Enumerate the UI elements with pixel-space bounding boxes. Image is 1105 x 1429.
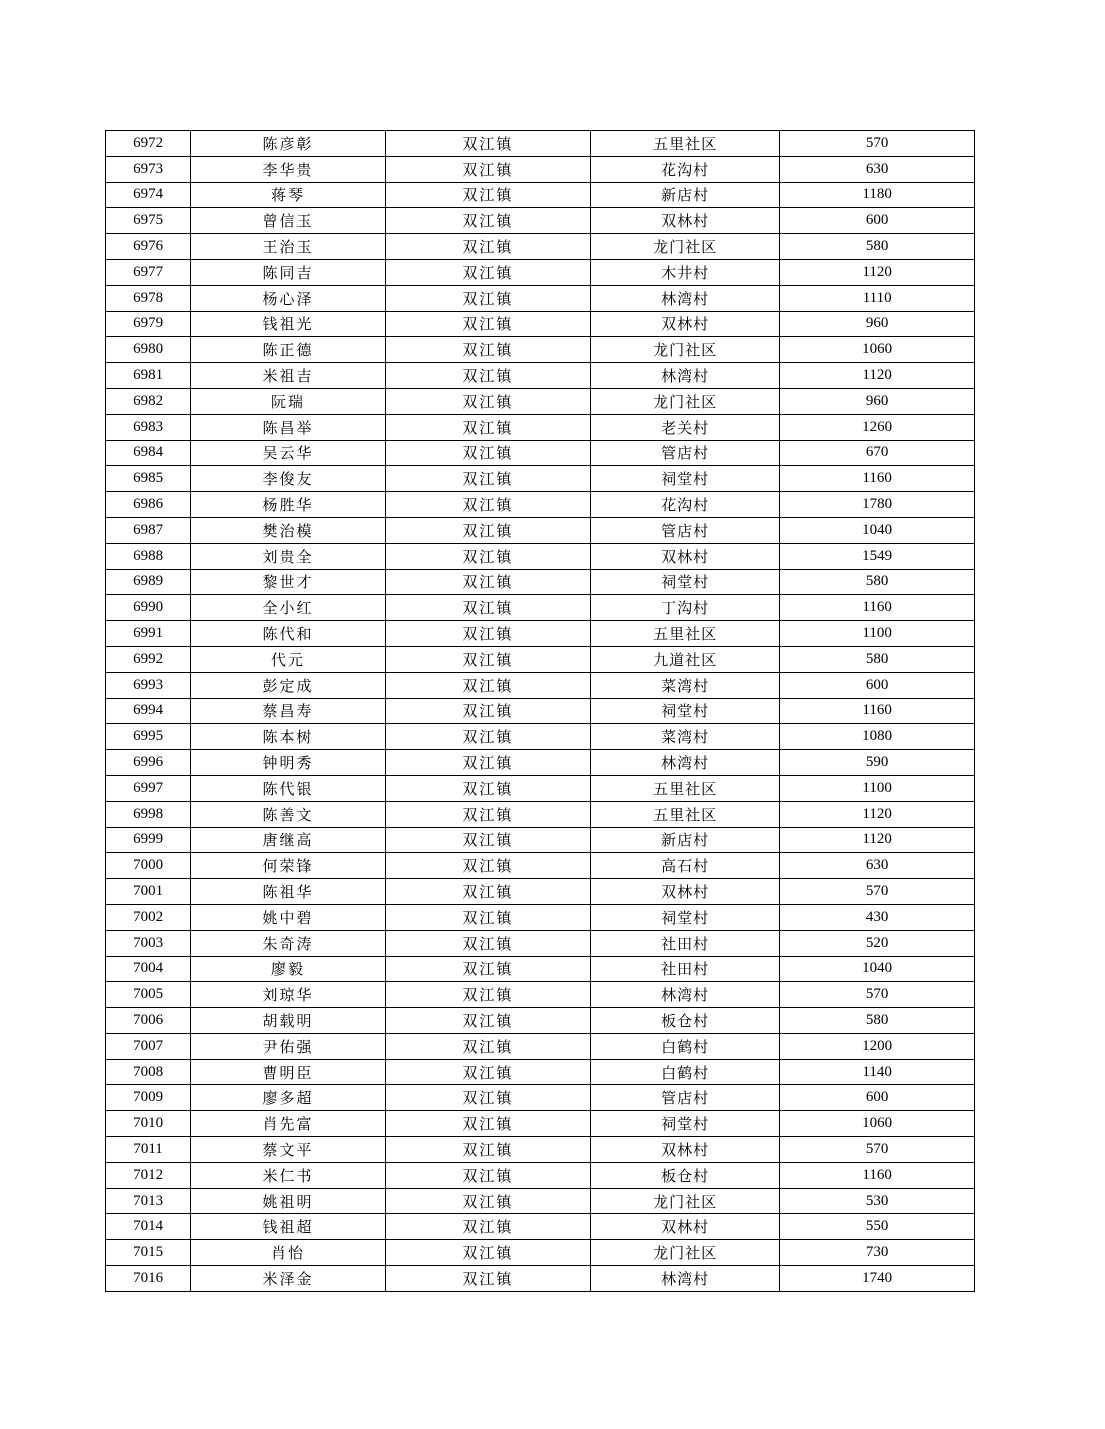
cell-id: 7006 — [106, 1008, 191, 1034]
table-row — [106, 1008, 975, 1034]
cell-name: 钱祖光 — [191, 311, 386, 337]
cell-village: 板仓村 — [590, 1008, 779, 1034]
cell-id: 6992 — [106, 646, 191, 672]
cell-amount: 580 — [780, 1008, 975, 1034]
cell-town: 双江镇 — [385, 1240, 590, 1266]
cell-town: 双江镇 — [385, 466, 590, 492]
cell-name: 陈昌举 — [191, 414, 386, 440]
cell-village: 五里社区 — [590, 131, 779, 157]
cell-village: 高石村 — [590, 853, 779, 879]
table-row — [106, 414, 975, 440]
cell-village: 祠堂村 — [590, 466, 779, 492]
cell-town: 双江镇 — [385, 1059, 590, 1085]
cell-town: 双江镇 — [385, 440, 590, 466]
table-row — [106, 724, 975, 750]
cell-amount: 1040 — [780, 956, 975, 982]
cell-name: 刘琼华 — [191, 982, 386, 1008]
cell-id: 6980 — [106, 337, 191, 363]
table-row — [106, 672, 975, 698]
cell-name: 米泽金 — [191, 1266, 386, 1292]
table-row — [106, 595, 975, 621]
cell-amount: 1060 — [780, 337, 975, 363]
cell-id: 6990 — [106, 595, 191, 621]
table-row — [106, 775, 975, 801]
cell-id: 7003 — [106, 930, 191, 956]
cell-id: 6988 — [106, 543, 191, 569]
table-row — [106, 259, 975, 285]
cell-village: 双林村 — [590, 311, 779, 337]
cell-name: 曾信玉 — [191, 208, 386, 234]
cell-name: 李俊友 — [191, 466, 386, 492]
cell-amount: 1780 — [780, 492, 975, 518]
cell-town: 双江镇 — [385, 724, 590, 750]
cell-village: 祠堂村 — [590, 698, 779, 724]
table-row — [106, 1137, 975, 1163]
cell-amount: 1740 — [780, 1266, 975, 1292]
cell-amount: 670 — [780, 440, 975, 466]
cell-town: 双江镇 — [385, 982, 590, 1008]
cell-village: 林湾村 — [590, 982, 779, 1008]
cell-town: 双江镇 — [385, 827, 590, 853]
table-row — [106, 1162, 975, 1188]
cell-id: 7015 — [106, 1240, 191, 1266]
cell-name: 何荣锋 — [191, 853, 386, 879]
table-row — [106, 1085, 975, 1111]
cell-town: 双江镇 — [385, 543, 590, 569]
cell-amount: 1140 — [780, 1059, 975, 1085]
cell-town: 双江镇 — [385, 285, 590, 311]
cell-id: 7012 — [106, 1162, 191, 1188]
cell-village: 五里社区 — [590, 775, 779, 801]
cell-name: 陈代和 — [191, 621, 386, 647]
cell-name: 彭定成 — [191, 672, 386, 698]
cell-village: 花沟村 — [590, 492, 779, 518]
cell-village: 老关村 — [590, 414, 779, 440]
table-row — [106, 466, 975, 492]
cell-id: 6991 — [106, 621, 191, 647]
table-row — [106, 1240, 975, 1266]
cell-village: 祠堂村 — [590, 904, 779, 930]
cell-name: 钱祖超 — [191, 1214, 386, 1240]
cell-town: 双江镇 — [385, 517, 590, 543]
table-row — [106, 1059, 975, 1085]
cell-name: 陈正德 — [191, 337, 386, 363]
cell-town: 双江镇 — [385, 672, 590, 698]
cell-amount: 530 — [780, 1188, 975, 1214]
cell-village: 新店村 — [590, 827, 779, 853]
cell-name: 朱奇涛 — [191, 930, 386, 956]
table-row — [106, 388, 975, 414]
cell-name: 吴云华 — [191, 440, 386, 466]
cell-town: 双江镇 — [385, 182, 590, 208]
cell-village: 白鹤村 — [590, 1059, 779, 1085]
cell-name: 陈善文 — [191, 801, 386, 827]
cell-name: 陈代银 — [191, 775, 386, 801]
table-row — [106, 1266, 975, 1292]
cell-amount: 1549 — [780, 543, 975, 569]
table-row — [106, 827, 975, 853]
cell-id: 6993 — [106, 672, 191, 698]
records-table — [105, 130, 975, 1292]
cell-id: 6998 — [106, 801, 191, 827]
cell-amount: 570 — [780, 879, 975, 905]
cell-id: 6987 — [106, 517, 191, 543]
cell-id: 7016 — [106, 1266, 191, 1292]
cell-amount: 730 — [780, 1240, 975, 1266]
table-row — [106, 337, 975, 363]
cell-village: 白鹤村 — [590, 1033, 779, 1059]
cell-town: 双江镇 — [385, 414, 590, 440]
cell-amount: 570 — [780, 131, 975, 157]
cell-amount: 570 — [780, 982, 975, 1008]
cell-amount: 600 — [780, 672, 975, 698]
table-row — [106, 646, 975, 672]
cell-name: 阮瑞 — [191, 388, 386, 414]
cell-amount: 520 — [780, 930, 975, 956]
table-row — [106, 569, 975, 595]
cell-amount: 580 — [780, 646, 975, 672]
cell-village: 菜湾村 — [590, 724, 779, 750]
cell-town: 双江镇 — [385, 131, 590, 157]
cell-town: 双江镇 — [385, 1111, 590, 1137]
cell-town: 双江镇 — [385, 595, 590, 621]
cell-town: 双江镇 — [385, 311, 590, 337]
cell-id: 6984 — [106, 440, 191, 466]
cell-name: 廖多超 — [191, 1085, 386, 1111]
cell-town: 双江镇 — [385, 388, 590, 414]
cell-name: 蔡昌寿 — [191, 698, 386, 724]
cell-name: 陈同吉 — [191, 259, 386, 285]
table-row — [106, 131, 975, 157]
cell-town: 双江镇 — [385, 879, 590, 905]
cell-town: 双江镇 — [385, 1033, 590, 1059]
cell-village: 社田村 — [590, 930, 779, 956]
cell-amount: 1260 — [780, 414, 975, 440]
cell-town: 双江镇 — [385, 363, 590, 389]
cell-amount: 1160 — [780, 698, 975, 724]
table-row — [106, 801, 975, 827]
cell-village: 祠堂村 — [590, 1111, 779, 1137]
cell-name: 胡载明 — [191, 1008, 386, 1034]
cell-amount: 1100 — [780, 621, 975, 647]
cell-id: 7009 — [106, 1085, 191, 1111]
cell-name: 杨胜华 — [191, 492, 386, 518]
cell-amount: 600 — [780, 1085, 975, 1111]
cell-village: 花沟村 — [590, 156, 779, 182]
cell-village: 丁沟村 — [590, 595, 779, 621]
cell-amount: 550 — [780, 1214, 975, 1240]
cell-town: 双江镇 — [385, 259, 590, 285]
table-row — [106, 853, 975, 879]
cell-village: 林湾村 — [590, 1266, 779, 1292]
table-row — [106, 285, 975, 311]
cell-town: 双江镇 — [385, 1266, 590, 1292]
cell-village: 林湾村 — [590, 285, 779, 311]
cell-village: 林湾村 — [590, 363, 779, 389]
cell-name: 蔡文平 — [191, 1137, 386, 1163]
table-row — [106, 982, 975, 1008]
cell-id: 6978 — [106, 285, 191, 311]
table-row — [106, 311, 975, 337]
cell-amount: 1110 — [780, 285, 975, 311]
table-row — [106, 956, 975, 982]
cell-amount: 1120 — [780, 259, 975, 285]
cell-village: 双林村 — [590, 543, 779, 569]
cell-amount: 600 — [780, 208, 975, 234]
cell-village: 社田村 — [590, 956, 779, 982]
cell-town: 双江镇 — [385, 621, 590, 647]
cell-id: 7000 — [106, 853, 191, 879]
cell-amount: 580 — [780, 569, 975, 595]
records-table-body — [106, 131, 975, 1292]
cell-name: 陈本树 — [191, 724, 386, 750]
cell-amount: 590 — [780, 750, 975, 776]
cell-amount: 580 — [780, 234, 975, 260]
cell-id: 6975 — [106, 208, 191, 234]
cell-id: 7010 — [106, 1111, 191, 1137]
cell-id: 6997 — [106, 775, 191, 801]
cell-town: 双江镇 — [385, 156, 590, 182]
cell-id: 7008 — [106, 1059, 191, 1085]
cell-id: 6996 — [106, 750, 191, 776]
cell-amount: 1060 — [780, 1111, 975, 1137]
table-row — [106, 156, 975, 182]
table-row — [106, 1111, 975, 1137]
cell-name: 代元 — [191, 646, 386, 672]
cell-town: 双江镇 — [385, 1137, 590, 1163]
table-row — [106, 1033, 975, 1059]
table-row — [106, 621, 975, 647]
table-row — [106, 440, 975, 466]
cell-name: 唐继高 — [191, 827, 386, 853]
cell-name: 钟明秀 — [191, 750, 386, 776]
cell-id: 7004 — [106, 956, 191, 982]
cell-id: 6994 — [106, 698, 191, 724]
cell-village: 管店村 — [590, 440, 779, 466]
cell-id: 6973 — [106, 156, 191, 182]
cell-name: 王治玉 — [191, 234, 386, 260]
cell-amount: 1120 — [780, 827, 975, 853]
cell-name: 姚中碧 — [191, 904, 386, 930]
cell-amount: 960 — [780, 388, 975, 414]
cell-amount: 1120 — [780, 801, 975, 827]
cell-name: 刘贵全 — [191, 543, 386, 569]
table-row — [106, 1214, 975, 1240]
table-row — [106, 517, 975, 543]
cell-id: 6972 — [106, 131, 191, 157]
cell-name: 姚祖明 — [191, 1188, 386, 1214]
cell-id: 6979 — [106, 311, 191, 337]
cell-village: 双林村 — [590, 208, 779, 234]
cell-village: 九道社区 — [590, 646, 779, 672]
cell-id: 6976 — [106, 234, 191, 260]
cell-town: 双江镇 — [385, 853, 590, 879]
cell-amount: 630 — [780, 156, 975, 182]
cell-town: 双江镇 — [385, 337, 590, 363]
table-row — [106, 182, 975, 208]
table-row — [106, 930, 975, 956]
cell-town: 双江镇 — [385, 1085, 590, 1111]
cell-name: 蒋琴 — [191, 182, 386, 208]
cell-village: 龙门社区 — [590, 1188, 779, 1214]
cell-name: 陈祖华 — [191, 879, 386, 905]
cell-id: 6981 — [106, 363, 191, 389]
cell-village: 双林村 — [590, 1214, 779, 1240]
table-row — [106, 750, 975, 776]
cell-amount: 630 — [780, 853, 975, 879]
cell-town: 双江镇 — [385, 698, 590, 724]
cell-village: 五里社区 — [590, 801, 779, 827]
cell-name: 李华贵 — [191, 156, 386, 182]
cell-town: 双江镇 — [385, 775, 590, 801]
cell-village: 管店村 — [590, 517, 779, 543]
cell-id: 6999 — [106, 827, 191, 853]
cell-village: 五里社区 — [590, 621, 779, 647]
cell-village: 新店村 — [590, 182, 779, 208]
cell-village: 菜湾村 — [590, 672, 779, 698]
cell-name: 黎世才 — [191, 569, 386, 595]
cell-amount: 1160 — [780, 1162, 975, 1188]
cell-town: 双江镇 — [385, 234, 590, 260]
cell-amount: 1040 — [780, 517, 975, 543]
cell-id: 6986 — [106, 492, 191, 518]
cell-name: 樊治模 — [191, 517, 386, 543]
table-row — [106, 543, 975, 569]
cell-village: 龙门社区 — [590, 337, 779, 363]
table-row — [106, 492, 975, 518]
cell-amount: 1180 — [780, 182, 975, 208]
cell-id: 6977 — [106, 259, 191, 285]
cell-name: 米仁书 — [191, 1162, 386, 1188]
cell-id: 7011 — [106, 1137, 191, 1163]
cell-town: 双江镇 — [385, 1008, 590, 1034]
cell-id: 6983 — [106, 414, 191, 440]
cell-town: 双江镇 — [385, 1214, 590, 1240]
cell-town: 双江镇 — [385, 956, 590, 982]
table-row — [106, 698, 975, 724]
cell-village: 林湾村 — [590, 750, 779, 776]
cell-id: 7007 — [106, 1033, 191, 1059]
cell-town: 双江镇 — [385, 801, 590, 827]
cell-name: 陈彦彰 — [191, 131, 386, 157]
cell-village: 祠堂村 — [590, 569, 779, 595]
cell-village: 木井村 — [590, 259, 779, 285]
cell-id: 7013 — [106, 1188, 191, 1214]
cell-name: 杨心泽 — [191, 285, 386, 311]
cell-amount: 1160 — [780, 595, 975, 621]
cell-name: 尹佑强 — [191, 1033, 386, 1059]
cell-town: 双江镇 — [385, 904, 590, 930]
table-row — [106, 904, 975, 930]
cell-id: 7014 — [106, 1214, 191, 1240]
cell-id: 6974 — [106, 182, 191, 208]
cell-village: 龙门社区 — [590, 1240, 779, 1266]
cell-village: 管店村 — [590, 1085, 779, 1111]
cell-id: 7005 — [106, 982, 191, 1008]
cell-amount: 1100 — [780, 775, 975, 801]
cell-name: 肖先富 — [191, 1111, 386, 1137]
cell-town: 双江镇 — [385, 569, 590, 595]
cell-village: 双林村 — [590, 1137, 779, 1163]
table-row — [106, 234, 975, 260]
table-row — [106, 208, 975, 234]
cell-id: 6995 — [106, 724, 191, 750]
cell-town: 双江镇 — [385, 930, 590, 956]
table-row — [106, 879, 975, 905]
cell-amount: 1080 — [780, 724, 975, 750]
cell-id: 6985 — [106, 466, 191, 492]
cell-amount: 430 — [780, 904, 975, 930]
cell-town: 双江镇 — [385, 750, 590, 776]
cell-amount: 570 — [780, 1137, 975, 1163]
cell-id: 7001 — [106, 879, 191, 905]
cell-town: 双江镇 — [385, 492, 590, 518]
cell-village: 龙门社区 — [590, 388, 779, 414]
cell-amount: 1200 — [780, 1033, 975, 1059]
cell-town: 双江镇 — [385, 646, 590, 672]
cell-amount: 1120 — [780, 363, 975, 389]
cell-name: 米祖吉 — [191, 363, 386, 389]
cell-name: 廖毅 — [191, 956, 386, 982]
cell-id: 6982 — [106, 388, 191, 414]
cell-id: 7002 — [106, 904, 191, 930]
cell-village: 双林村 — [590, 879, 779, 905]
cell-amount: 1160 — [780, 466, 975, 492]
table-row — [106, 363, 975, 389]
cell-village: 板仓村 — [590, 1162, 779, 1188]
cell-name: 全小红 — [191, 595, 386, 621]
cell-amount: 960 — [780, 311, 975, 337]
cell-town: 双江镇 — [385, 1162, 590, 1188]
cell-id: 6989 — [106, 569, 191, 595]
cell-name: 曹明臣 — [191, 1059, 386, 1085]
table-row — [106, 1188, 975, 1214]
cell-town: 双江镇 — [385, 208, 590, 234]
cell-village: 龙门社区 — [590, 234, 779, 260]
cell-town: 双江镇 — [385, 1188, 590, 1214]
cell-name: 肖怡 — [191, 1240, 386, 1266]
